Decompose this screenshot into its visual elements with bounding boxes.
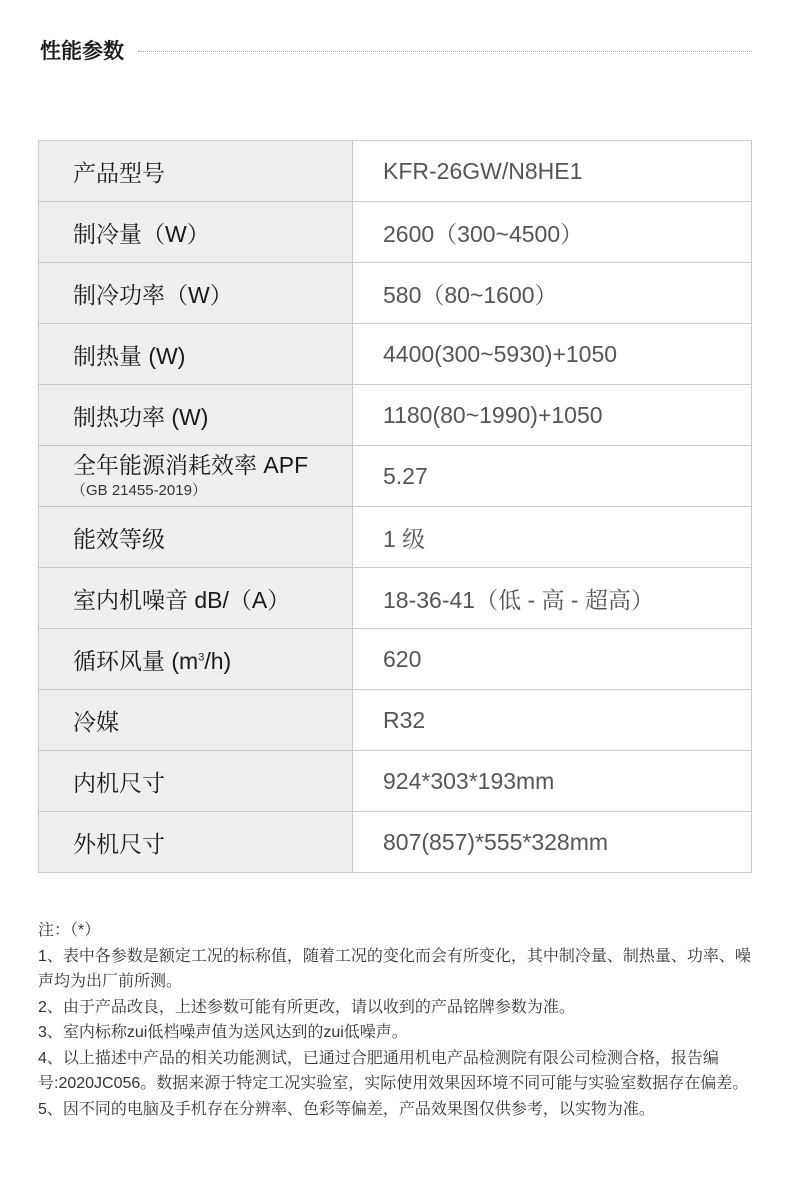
section-header bbox=[40, 30, 752, 70]
note-item: 4、以上描述中产品的相关功能测试，已通过合肥通用机电产品检测院有限公司检测合格，报告编号:2020JC056。数据来源于特定工况实验室，实际使用效果因环境不同可能与实验室数据存在偏差。 bbox=[38, 1049, 749, 1092]
spec-value: 580（80~1600） bbox=[353, 263, 752, 324]
spec-label bbox=[39, 629, 353, 690]
spec-label-suffix: /h) bbox=[204, 647, 232, 674]
spec-label: 能效等级 bbox=[39, 507, 353, 568]
note-item: 3、室内标称zui低档噪声值为送风达到的zui低噪声。 bbox=[38, 1024, 408, 1041]
note-item: 5、因不同的电脑及手机存在分辨率、色彩等偏差，产品效果图仅供参考，以实物为准。 bbox=[38, 1100, 655, 1118]
spec-label: 外机尺寸 bbox=[39, 812, 353, 873]
table-row bbox=[39, 568, 752, 629]
spec-label: 产品型号 bbox=[39, 141, 353, 202]
notes-heading: 注：（*） bbox=[38, 922, 101, 939]
table-row bbox=[39, 812, 752, 873]
table-row bbox=[39, 446, 752, 507]
spec-label: 冷媒 bbox=[39, 690, 353, 751]
spec-value: 2600（300~4500） bbox=[353, 202, 752, 263]
spec-label: 制热量 (W) bbox=[39, 324, 353, 385]
table-row bbox=[39, 751, 752, 812]
table-row bbox=[39, 690, 752, 751]
spec-value: 4400(300~5930)+1050 bbox=[353, 324, 752, 385]
spec-label: 室内机噪音 dB/（A） bbox=[39, 568, 353, 629]
table-row bbox=[39, 324, 752, 385]
spec-value: 620 bbox=[353, 629, 752, 690]
spec-label: 内机尺寸 bbox=[39, 751, 353, 812]
spec-label-prefix: 循环风量 (m bbox=[73, 647, 199, 674]
spec-label: 制冷量（W） bbox=[39, 202, 353, 263]
note-item: 1、表中各参数是额定工况的标称值，随着工况的变化而会有所变化，其中制冷量、制热量、功率、噪声均为出厂前所测。 bbox=[38, 947, 751, 990]
notes-section bbox=[38, 918, 754, 1122]
spec-value: 5.27 bbox=[353, 446, 752, 507]
table-row bbox=[39, 629, 752, 690]
spec-label-main: 全年能源消耗效率 APF bbox=[73, 452, 309, 478]
spec-value: 1180(80~1990)+1050 bbox=[353, 385, 752, 446]
table-row bbox=[39, 263, 752, 324]
spec-value: 1 级 bbox=[353, 507, 752, 568]
spec-label: 制冷功率（W） bbox=[39, 263, 353, 324]
table-row bbox=[39, 202, 752, 263]
dotted-divider bbox=[138, 51, 752, 52]
spec-value: 18-36-41（低 - 高 - 超高） bbox=[353, 568, 752, 629]
note-item: 2、由于产品改良，上述参数可能有所更改，请以收到的产品铭牌参数为准。 bbox=[38, 998, 575, 1016]
spec-table bbox=[38, 140, 752, 873]
table-row bbox=[39, 385, 752, 446]
table-row bbox=[39, 141, 752, 202]
spec-value: 807(857)*555*328mm bbox=[353, 812, 752, 873]
section-title: 性能参数 bbox=[40, 40, 124, 63]
spec-label-standard: （GB 21455-2019） bbox=[71, 482, 207, 499]
spec-value: KFR-26GW/N8HE1 bbox=[353, 141, 752, 202]
spec-value: 924*303*193mm bbox=[353, 751, 752, 812]
spec-label bbox=[39, 446, 353, 507]
spec-label: 制热功率 (W) bbox=[39, 385, 353, 446]
spec-value: R32 bbox=[353, 690, 752, 751]
spec-label-sup: 3 bbox=[198, 650, 205, 663]
table-row bbox=[39, 507, 752, 568]
